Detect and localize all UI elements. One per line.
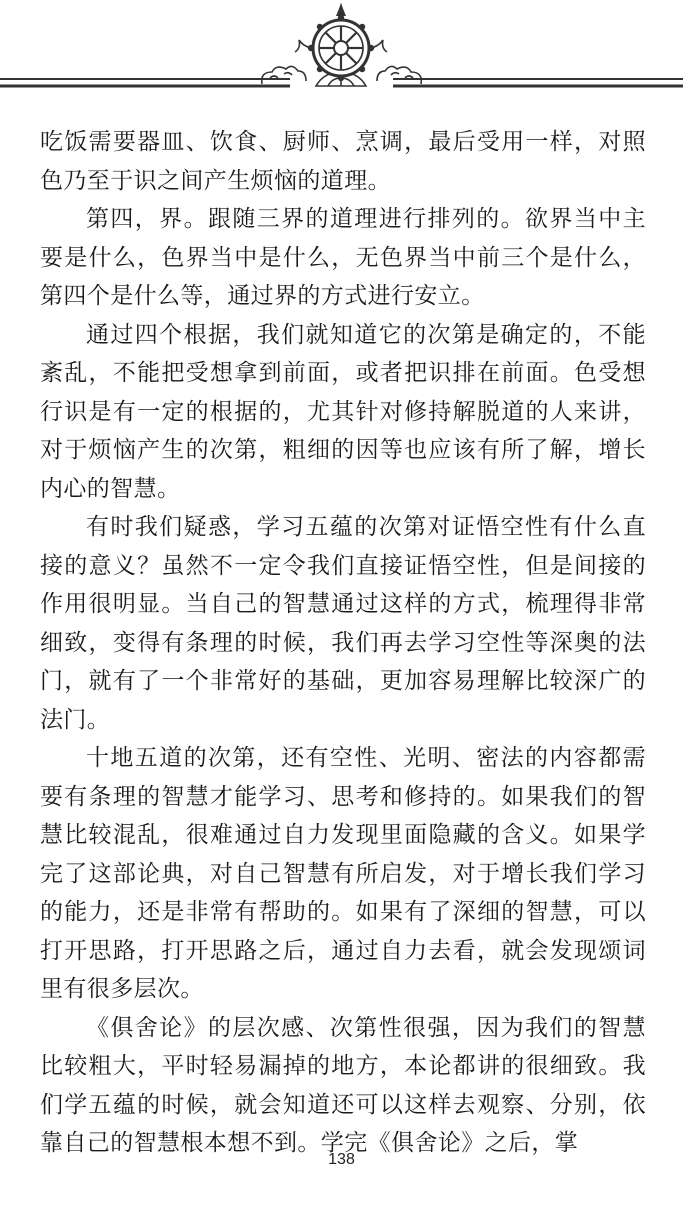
paragraph: 第四，界。跟随三界的道理进行排列的。欲界当中主要是什么，色界当中是什么，无色界当中前三个是什么，第四个是什么等，通过界的方式进行安立。	[40, 206, 646, 309]
dharma-wheel-icon	[295, 2, 387, 81]
cloud-left-icon	[262, 66, 306, 84]
page-header	[0, 0, 683, 110]
paragraph: 通过四个根据，我们就知道它的次第是确定的，不能紊乱，不能把受想拿到前面，或者把识排在前面。色受想行识是有一定的根据的，尤其针对修持解脱道的人来讲，对于烦恼产生的次第，粗细的因等也应该有所了解，增长内心的智慧。	[40, 321, 646, 502]
body-text	[40, 123, 646, 1163]
paragraph: 《俱舍论》的层次感、次第性很强，因为我们的智慧比较粗大，平时轻易漏掉的地方，本论都讲的很细致。我们学五蕴的时候，就会知道还可以这样去观察、分别，依靠自己的智慧根本想不到。学完《俱舍论》之后，掌	[40, 1014, 646, 1156]
paragraph: 有时我们疑惑，学习五蕴的次第对证悟空性有什么直接的意义？虽然不一定令我们直接证悟空性，但是间接的作用很明显。当自己的智慧通过这样的方式，梳理得非常细致，变得有条理的时候，我们再去学习空性等深奥的法门，就有了一个非常好的基础，更加容易理解比较深广的法门。	[40, 514, 646, 733]
paragraph: 十地五道的次第，还有空性、光明、密法的内容都需要有条理的智慧才能学习、思考和修持的。如果我们的智慧比较混乱，很难通过自力发现里面隐藏的含义。如果学完了这部论典，对自己智慧有所启发，对于增长我们学习的能力，还是非常有帮助的。如果有了深细的智慧，可以打开思路，打开思路之后，通过自力去看，就会发现颂词里有很多层次。	[40, 745, 646, 1002]
header-ornament	[0, 0, 683, 110]
cloud-right-icon	[377, 66, 421, 84]
page-number: 138	[328, 1151, 355, 1168]
paragraph: 吃饭需要器皿、饮食、厨师、烹调，最后受用一样，对照色乃至于识之间产生烦恼的道理。	[40, 129, 646, 194]
